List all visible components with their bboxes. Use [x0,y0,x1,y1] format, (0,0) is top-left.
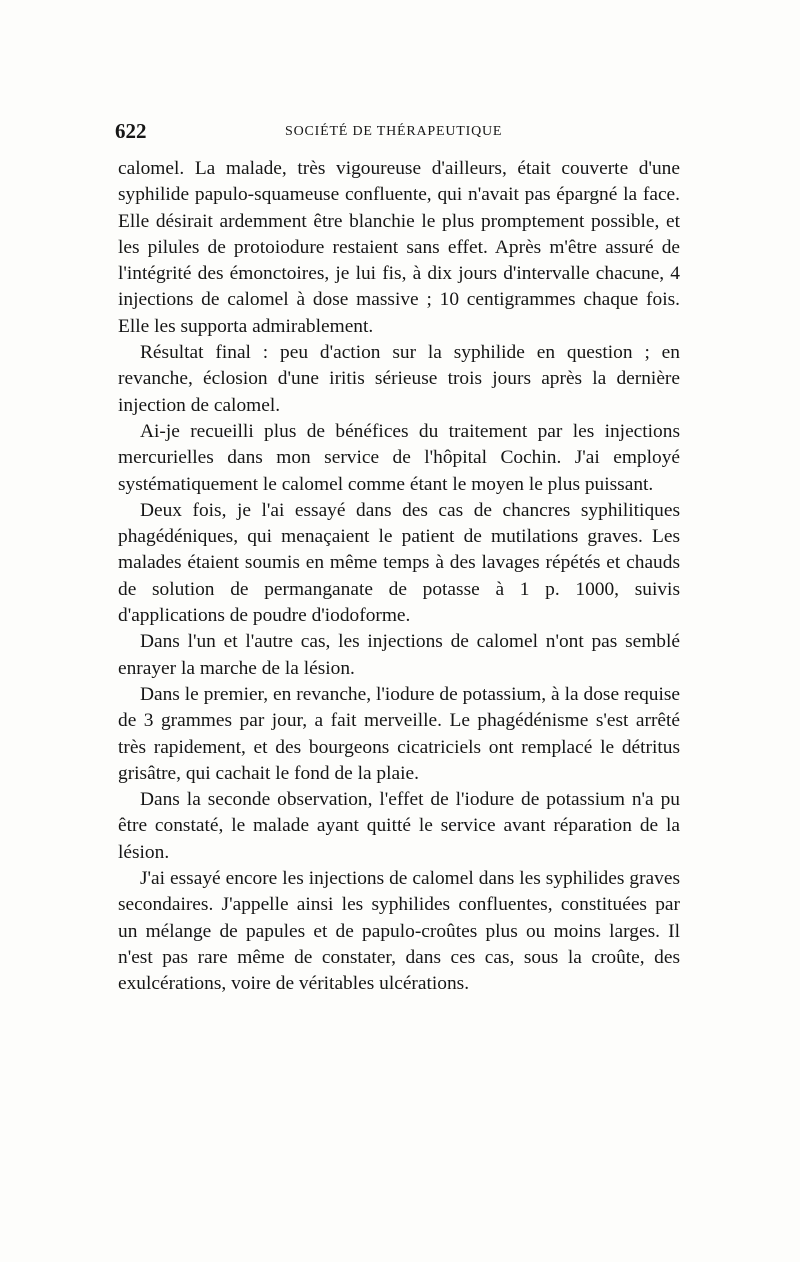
running-title: SOCIÉTÉ DE THÉRAPEUTIQUE [285,124,503,139]
paragraph-chancres: Deux fois, je l'ai essayé dans des cas de chancres syphilitiques phagédéniques, qui menaçaient le patient de mutilations graves. Les malades étaient soumis en même temps à des lavages répétés et chauds de solution de permanganate de potasse à 1 p. 1000, suivis d'applications de poudre d'iodoforme. [118,499,680,627]
paragraph-continuation: calomel. La malade, très vigoureuse d'ailleurs, était couverte d'une syphilide papulo-squameuse confluente, qui n'avait pas épargné la face. Elle désirait ardemment être blanchie le plus promptement possible, et les pilules de protoiodure restaient sans effet. Après m'être assuré de l'intégrité des émonctoires, je lui fis, à dix jours d'intervalle chacune, 4 injections de calomel à dose massive ; 10 centigrammes chaque fois. Elle les supporta admirablement. [118,158,680,337]
paragraph-resultat-final: Résultat final : peu d'action sur la syphilide en question ; en revanche, éclosion d'une iritis sérieuse trois jours après la dernière injection de calomel. [118,342,680,416]
page-header [115,117,681,145]
body-text [118,156,680,998]
paragraph-deux-cas: Dans l'un et l'autre cas, les injections de calomel n'ont pas semblé enrayer la marche de la lésion. [118,631,680,679]
paragraph-premier-cas: Dans le premier, en revanche, l'iodure de potassium, à la dose requise de 3 grammes par jour, a fait merveille. Le phagédénisme s'est arrêté très rapidement, et des bourgeons cicatriciels ont remplacé le détritus grisâtre, qui cachait le fond de la plaie. [118,683,680,784]
paragraph-syphilides-graves: J'ai essayé encore les injections de calomel dans les syphilides graves secondaires. J'appelle ainsi les syphilides confluentes, constituées par un mélange de papules et de papulo-croûtes plus ou moins larges. Il n'est pas rare même de constater, dans ces cas, sous la croûte, des exulcérations, voire de véritables ulcérations. [118,868,680,995]
page-number: 622 [115,119,147,143]
paragraph-hopital-cochin: Ai-je recueilli plus de bénéfices du traitement par les injections mercurielles dans mon service de l'hôpital Cochin. J'ai employé systématiquement le calomel comme étant le moyen le plus puissant. [118,420,680,495]
paragraph-seconde-observation: Dans la seconde observation, l'effet de l'iodure de potassium n'a pu être constaté, le malade ayant quitté le service avant réparation de la lésion. [118,789,680,863]
